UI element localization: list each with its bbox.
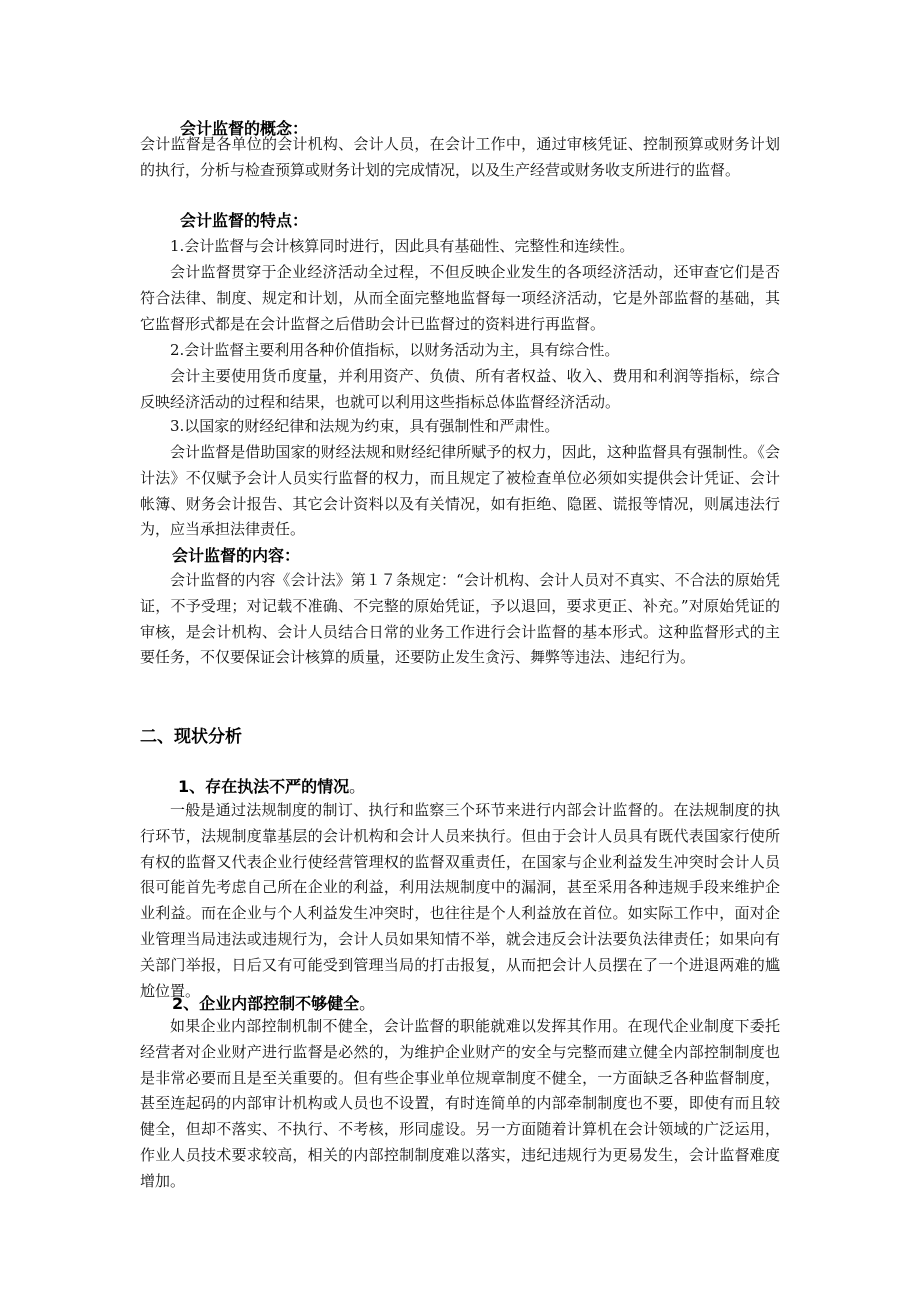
item-2-paragraph: 如果企业内部控制机制不健全，会计监督的职能就难以发挥其作用。在现代企业制度下委托经营者对企业财产进行监督是必然的，为维护企业财产的安全与完整而建立健全内部控制制度也是非常必要而且是至关重要的。但有些企事业单位规章制度不健全，一方面缺乏各种监督制度，甚至连起码的内部审计机构或人员也不设置，有时连简单的内部牵制制度也不要，即使有而且较健全，但却不落实、不执行、不考核，形同虚设。另一方面随着计算机在会计领域的广泛运用，作业人员技术要求较高，相关的内部控制制度难以落实，违纪违规行为更易发生，会计监督难度增加。 xyxy=(140,1017,780,1190)
feature-2-title: 2.会计监督主要利用各种价值指标，以财务活动为主，具有综合性。 xyxy=(170,341,620,359)
feature-1-title: 1.会计监督与会计核算同时进行，因此具有基础性、完整性和连续性。 xyxy=(170,237,635,255)
item-2-heading-text: 2、企业内部控制不够健全 xyxy=(172,994,360,1013)
feature-3-title: 3.以国家的财经纪律和法规为约束，具有强制性和严肃性。 xyxy=(170,417,560,435)
item-2-heading xyxy=(172,991,375,1014)
item-1-heading-tail: 。 xyxy=(349,777,366,796)
feature-2-paragraph: 会计主要使用货币度量，并利用资产、负债、所有者权益、收入、费用和利润等指标，综合反映经济活动的过程和结果，也就可以利用这些指标总体监督经济活动。 xyxy=(140,367,780,411)
section-2-heading: 二、现状分析 xyxy=(140,727,242,747)
content-heading: 会计监督的内容： xyxy=(172,546,301,565)
feature-1-paragraph: 会计监督贯穿于企业经济活动全过程，不但反映企业发生的各项经济活动，还审查它们是否符合法律、制度、规定和计划，从而全面完整地监督每一项经济活动，它是外部监督的基础，其它监督形式都是在会计监督之后借助会计已监督过的资料进行再监督。 xyxy=(140,263,780,333)
item-1-paragraph: 一般是通过法规制度的制订、执行和监察三个环节来进行内部会计监督的。在法规制度的执行环节，法规制度靠基层的会计机构和会计人员来执行。但由于会计人员具有既代表国家行使所有权的监督又代表企业行使经营管理权的监督双重责任，在国家与企业利益发生冲突时会计人员很可能首先考虑自己所在企业的利益，利用法规制度中的漏洞，甚至采用各种违规手段来维护企业利益。而在企业与个人利益发生冲突时，也往往是个人利益放在首位。如实际工作中，面对企业管理当局违法或违规行为，会计人员如果知情不举，就会违反会计法要负法律责任；如果向有关部门举报，日后又有可能受到管理当局的打击报复，从而把会计人员摆在了一个进退两难的尴尬位置。 xyxy=(140,801,780,1000)
item-1-heading-text: 1、存在执法不严的情况 xyxy=(178,777,350,796)
concept-paragraph: 会计监督是各单位的会计机构、会计人员，在会计工作中，通过审核凭证、控制预算或财务计划的执行，分析与检查预算或财务计划的完成情况，以及生产经营或财务收支所进行的监督。 xyxy=(140,135,780,179)
item-1-heading xyxy=(178,774,365,797)
item-2-heading-tail: 。 xyxy=(359,994,376,1013)
feature-3-paragraph: 会计监督是借助国家的财经法规和财经纪律所赋予的权力，因此，这种监督具有强制性。《会计法》不仅赋予会计人员实行监督的权力，而且规定了被检查单位必须如实提供会计凭证、会计帐簿、财务会计报告、其它会计资料以及有关情况，如有拒绝、隐匿、谎报等情况，则属违法行为，应当承担法律责任。 xyxy=(140,443,780,539)
features-heading: 会计监督的特点： xyxy=(180,211,309,230)
concept-heading: 会计监督的概念： xyxy=(180,119,309,138)
content-paragraph: 会计监督的内容《会计法》第１７条规定：“会计机构、会计人员对不真实、不合法的原始凭证，不予受理；对记载不准确、不完整的原始凭证，予以退回，要求更正、补充。”对原始凭证的审核，是会计机构、会计人员结合日常的业务工作进行会计监督的基本形式。这种监督形式的主要任务，不仅要保证会计核算的质量，还要防止发生贪污、舞弊等违法、违纪行为。 xyxy=(140,571,780,667)
